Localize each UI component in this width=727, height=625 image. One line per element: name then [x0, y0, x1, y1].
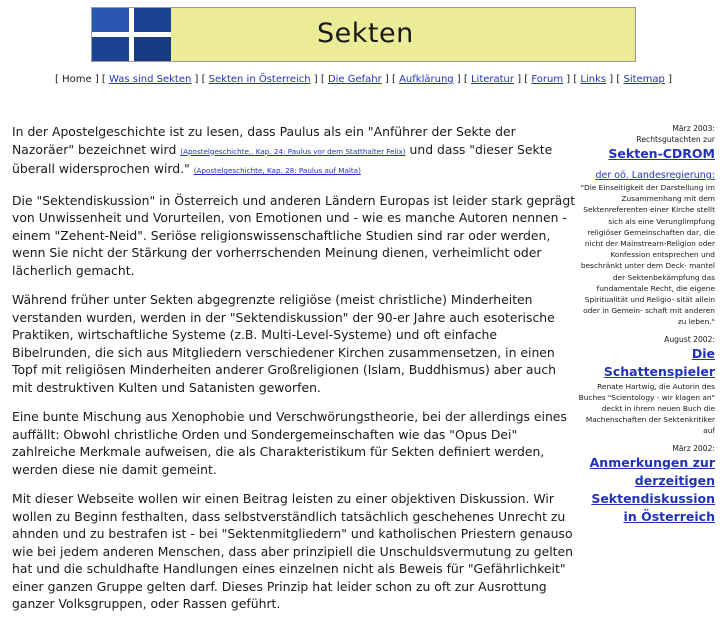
- nav-item-links[interactable]: Links: [580, 74, 607, 85]
- link-die-schattenspieler[interactable]: Die Schattenspieler: [603, 345, 715, 379]
- paragraph-sektendiskussion: Die "Sektendiskussion" in Österreich und anderen Ländern Europas ist leider stark geprägt von Unwissenheit und Vorurteilen, von Emotionen und - wie es manche Autoren nennen - einem "Zehent-Neid". Seriöse religionswissenschaftliche Studien sind rar oder werden, wenn Sie nicht der Stärkung der vorherrschenden Meinung dienen, verheimlicht oder lächerlich gemacht.: [12, 192, 576, 278]
- top-navigation: [ Home ] [ Was sind Sekten ] [ Sekten in Österreich ] [ Die Gefahr ] [ Aufklärung ] [ Literatur ] [ Forum ] [ Links ] [ Sitemap ]: [55, 74, 672, 85]
- cross-in-blue-square-logo: [92, 8, 171, 61]
- news-quote: "Die Einseitigkeit der Darstellung im Zusammenhang mit dem Sektenreferenten einer Kirche stellt sich als eine Verunglimpfung religiöser Gemeinschaften dar, die nicht der Mainstream-Religion oder Konfession entsprechen und beschränkt unter dem Deck- mantel der Sektenbekämpfung das fundamentale Recht, die eigene Spiritualität und Religio- sität allein oder in Gemein- schaft mit anderen zu leben.": [580, 183, 715, 327]
- paragraph-minderheiten: Während früher unter Sekten abgegrenzte religiöse (meist christliche) Minderheiten verstanden wurden, werden in der "Sektendiskussion" der 90-er Jahre auch esoterische Praktiken, wirtschaftliche Systeme (z.B. Multi-Level-Systeme) und oft einfache Bibelrunden, die sich aus Mitgliedern verschiedener Kirchen zusammensetzen, in einen Topf mit religiösen Minderheiten anderer Großreligionen (Islam, Buddhismus) aber auch mit destruktiven Kulten und Satanisten geworfen.: [12, 292, 556, 395]
- link-landesregierung[interactable]: der oö. Landesregierung:: [595, 170, 715, 181]
- header-banner: [91, 7, 636, 62]
- paragraph-text: In der Apostelgeschichte ist zu lesen, dass Paulus als ein "Anführer der Sekte der Nazoräer" bezeichnet wird: [12, 124, 516, 157]
- news-intro: Rechtsgutachten zur: [636, 135, 715, 144]
- link-apg-kap-28[interactable]: (Apostelgeschichte, Kap. 28: Paulus auf Malta): [193, 166, 361, 175]
- news-date: August 2002:: [664, 334, 715, 344]
- nav-item-die-gefahr[interactable]: Die Gefahr: [327, 74, 382, 85]
- nav-item-was-sind-sekten[interactable]: Was sind Sekten: [108, 74, 192, 85]
- nav-item-sekten-in-oesterreich[interactable]: Sekten in Österreich: [208, 74, 311, 85]
- link-anmerkungen[interactable]: Anmerkungen zur derzeitigen Sektendiskussion in Österreich: [589, 454, 715, 524]
- news-text: Renate Hartwig, die Autorin des Buches "Scientology - wir klagen an" deckt in ihrem neuen Buch die Machenschaften der Sektenkritiker auf: [578, 381, 715, 436]
- nav-item-aufklaerung[interactable]: Aufklärung: [399, 74, 454, 85]
- link-sekten-cdrom[interactable]: Sekten-CDROM: [608, 146, 715, 161]
- news-item-schattenspieler: [577, 334, 715, 437]
- paragraph-xenophobie: Eine bunte Mischung aus Xenophobie und Verschwörungstheorie, bei der allerdings eines auffällt: Obwohl christliche Orden und Sondergemeinschaften wie das "Opus Dei" zahlreiche Merkmale aufweisen, die als Charakteristikum für Sekten definiert werden, werden diese nie damit gemeint.: [12, 409, 567, 477]
- news-item-sekten-cdrom: [577, 123, 715, 328]
- main-content: [12, 123, 577, 625]
- nav-item-sitemap[interactable]: Sitemap: [623, 74, 665, 85]
- nav-item-literatur[interactable]: Literatur: [470, 74, 515, 85]
- news-item-anmerkungen: [577, 443, 715, 526]
- paragraph-text: und dass "dieser Sekte überall widersprochen wird.": [12, 141, 553, 176]
- nav-item-home[interactable]: Home: [62, 74, 92, 85]
- paragraph-apostelgeschichte: [12, 123, 577, 180]
- news-date: März 2003:: [672, 124, 715, 133]
- page-title: Sekten: [317, 18, 414, 49]
- nav-item-forum[interactable]: Forum: [531, 74, 564, 85]
- news-sidebar: [577, 123, 715, 532]
- link-apg-kap-24[interactable]: (Apostelgeschichte,. Kap. 24: Paulus vor dem Statthalter Felix): [180, 146, 406, 156]
- paragraph-webseite-ziel: Mit dieser Webseite wollen wir einen Beitrag leisten zu einer objektiven Diskussion. Wir wollen zu Beginn festhalten, dass selbstverständlich tatsächlich geschehenes Unrecht zu ahnden und zu bestrafen ist - bei "Sektenmitgliedern" und katholischen Priestern genauso wie bei jedem anderen Menschen, dass aber prinzipiell die Unschuldsvermutung zu gelten hat und die schuldhafte Handlungen eines einzelnen nicht als Beweis für "Gefährlichkeit" einer ganzen Gruppe gelten darf. Dieses Prinzip hat leider schon zu oft zur Ausrottung ganzer Volksgruppen, oder Rassen geführt.: [12, 491, 573, 611]
- news-date: März 2002:: [672, 443, 715, 453]
